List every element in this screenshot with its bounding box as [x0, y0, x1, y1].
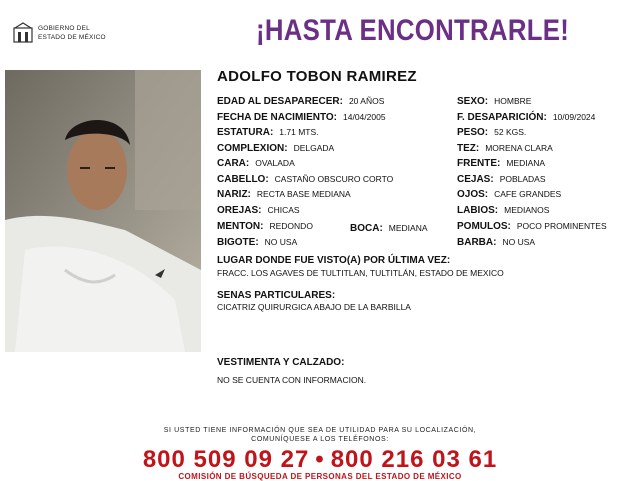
- field-mouth: [350, 223, 428, 234]
- field-value: 10/09/2024: [552, 112, 596, 122]
- clothing-text: NO SE CUENTA CON INFORMACION.: [217, 375, 367, 385]
- field-value: CASTAÑO OBSCURO CORTO: [274, 174, 394, 184]
- field-eyes: [457, 189, 561, 200]
- field-label: BARBA:: [457, 237, 497, 248]
- field-label: COMPLEXION:: [217, 143, 288, 154]
- field-label: ESTATURA:: [217, 127, 274, 138]
- field-label: CARA:: [217, 158, 250, 169]
- field-birthdate: [217, 112, 386, 123]
- field-cheekbones: [457, 221, 607, 232]
- field-chin: [217, 221, 313, 232]
- field-face: [217, 158, 295, 169]
- headline: ¡HASTA ENCONTRARLE!: [256, 14, 570, 47]
- phone-numbers: [0, 446, 640, 474]
- field-label: POMULOS:: [457, 221, 511, 232]
- field-label: F. DESAPARICIÓN:: [457, 112, 547, 123]
- state-seal-icon: [12, 22, 34, 44]
- field-label: TEZ:: [457, 143, 480, 154]
- field-nose: [217, 189, 351, 200]
- field-label: BOCA:: [350, 223, 383, 234]
- logo-line-1: GOBIERNO DEL: [38, 25, 90, 32]
- field-value: HOMBRE: [494, 96, 532, 106]
- field-value: MEDIANA: [388, 223, 428, 233]
- phone-number-2[interactable]: 800 216 03 61: [330, 446, 498, 473]
- field-value: 14/04/2005: [343, 112, 386, 122]
- commission-name: COMISIÓN DE BÚSQUEDA DE PERSONAS DEL ESTADO DE MÉXICO: [178, 472, 462, 481]
- field-label: PESO:: [457, 127, 489, 138]
- field-label: LABIOS:: [457, 205, 499, 216]
- field-label: OJOS:: [457, 189, 489, 200]
- field-sex: [457, 96, 531, 107]
- field-value: REDONDO: [269, 221, 313, 231]
- field-lips: [457, 205, 549, 216]
- government-logo: [12, 22, 122, 48]
- person-name: ADOLFO TOBON RAMIREZ: [217, 68, 417, 85]
- field-value: RECTA BASE MEDIANA: [256, 189, 351, 199]
- field-complexion: [457, 143, 553, 154]
- field-ears: [217, 205, 300, 216]
- field-label: MENTON:: [217, 221, 264, 232]
- field-value: MORENA CLARA: [485, 143, 553, 153]
- field-value: DELGADA: [293, 143, 335, 153]
- field-label: EDAD AL DESAPARECER:: [217, 96, 343, 107]
- missing-person-photo: [5, 70, 201, 352]
- field-value: 1.71 MTS.: [279, 127, 319, 137]
- field-value: MEDIANA: [506, 158, 546, 168]
- field-label: CABELLO:: [217, 174, 269, 185]
- contact-line-1: SI USTED TIENE INFORMACIÓN QUE SEA DE UTILIDAD PARA SU LOCALIZACIÓN,: [163, 427, 477, 434]
- person-photo-illustration: [5, 70, 201, 352]
- field-label: FRENTE:: [457, 158, 501, 169]
- field-label: SEXO:: [457, 96, 489, 107]
- field-eyebrows: [457, 174, 546, 185]
- field-age: [217, 96, 384, 107]
- field-build: [217, 143, 334, 154]
- field-value: MEDIANOS: [504, 205, 550, 215]
- field-value: POCO PROMINENTES: [516, 221, 607, 231]
- field-weight: [457, 127, 526, 138]
- phone-separator: •: [315, 446, 325, 473]
- field-label: BIGOTE:: [217, 237, 259, 248]
- field-value: OVALADA: [255, 158, 295, 168]
- field-label: CEJAS:: [457, 174, 494, 185]
- field-mustache: [217, 237, 297, 248]
- phone-number-1[interactable]: 800 509 09 27: [142, 446, 310, 473]
- logo-line-2: ESTADO DE MÉXICO: [38, 34, 106, 41]
- field-value: CHICAS: [267, 205, 300, 215]
- marks-text: CICATRIZ QUIRURGICA ABAJO DE LA BARBILLA: [217, 302, 411, 312]
- marks-title: SENAS PARTICULARES:: [217, 290, 336, 301]
- field-hair: [217, 174, 393, 185]
- field-height: [217, 127, 319, 138]
- field-value: 20 AÑOS: [348, 96, 385, 106]
- field-label: FECHA DE NACIMIENTO:: [217, 112, 337, 123]
- clothing-title: VESTIMENTA Y CALZADO:: [217, 357, 345, 368]
- field-beard: [457, 237, 535, 248]
- contact-line-2: COMUNÍQUESE A LOS TELÉFONOS:: [251, 436, 389, 443]
- field-value: 52 KGS.: [494, 127, 527, 137]
- field-value: CAFE GRANDES: [494, 189, 562, 199]
- field-value: POBLADAS: [499, 174, 546, 184]
- field-value: NO USA: [264, 237, 298, 247]
- field-label: NARIZ:: [217, 189, 251, 200]
- last-seen-title: LUGAR DONDE FUE VISTO(A) POR ÚLTIMA VEZ:: [217, 255, 451, 266]
- field-value: NO USA: [502, 237, 536, 247]
- field-disappearance-date: [457, 112, 595, 123]
- field-label: OREJAS:: [217, 205, 262, 216]
- last-seen-text: FRACC. LOS AGAVES DE TULTITLAN, TULTITLÁN, ESTADO DE MEXICO: [217, 268, 504, 278]
- field-forehead: [457, 158, 545, 169]
